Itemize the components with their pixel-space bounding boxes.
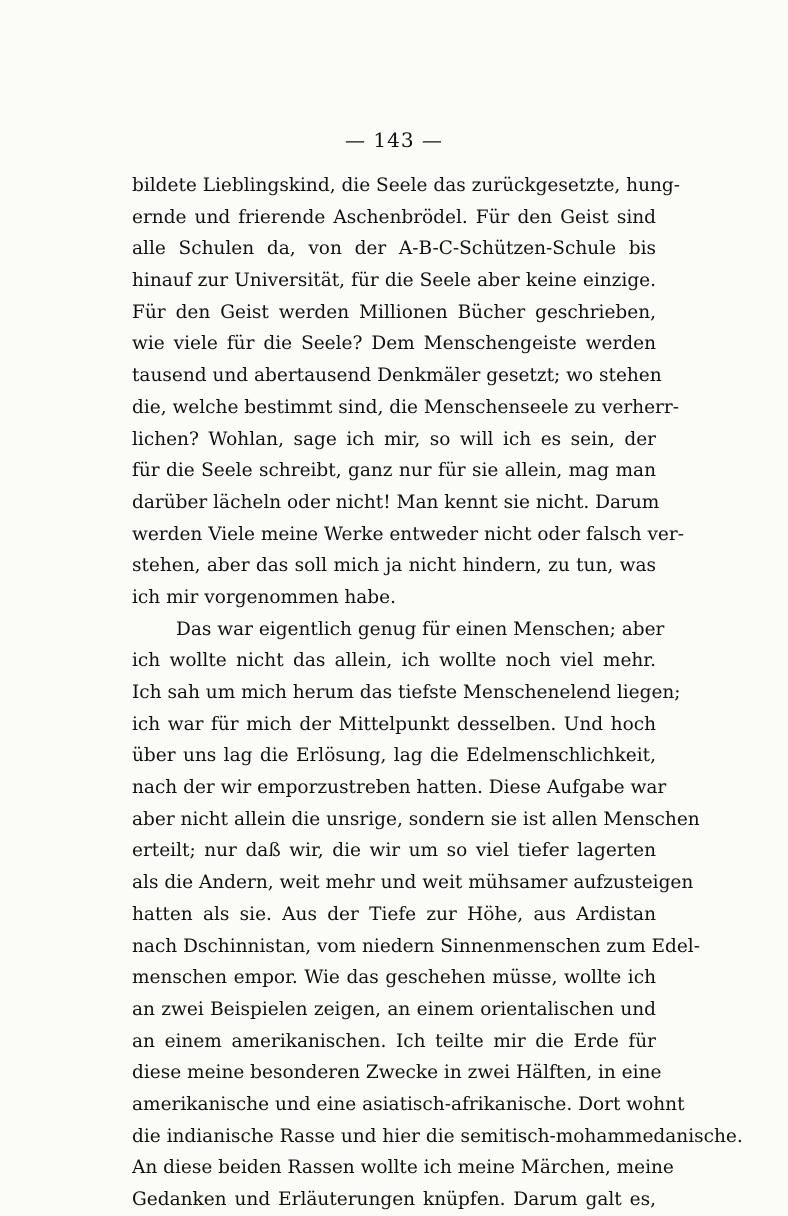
text-line: ich war für mich der Mittelpunkt desselben. Und hoch <box>132 713 656 735</box>
text-line: die, welche bestimmt sind, die Menschenseele zu verherr- <box>132 396 679 418</box>
text-line: hinauf zur Universität, für die Seele aber keine einzige. <box>132 270 656 292</box>
text-line: tausend und abertausend Denkmäler gesetzt; wo stehen <box>132 365 662 387</box>
text-line: darüber lächeln oder nicht! Man kennt sie nicht. Darum <box>132 491 660 513</box>
text-line: für die Seele schreibt, ganz nur für sie allein, mag man <box>132 460 656 482</box>
text-line: als die Andern, weit mehr und weit mühsamer aufzusteigen <box>132 872 694 894</box>
text-line: Für den Geist werden Millionen Bücher geschrieben, <box>132 301 656 323</box>
text-line: An diese beiden Rassen wollte ich meine Märchen, meine <box>132 1157 674 1179</box>
page-number: — 143 — <box>345 128 443 152</box>
text-line: menschen empor. Wie das geschehen müsse, wollte ich <box>132 967 656 989</box>
text-line: stehen, aber das soll mich ja nicht hindern, zu tun, was <box>132 555 656 577</box>
text-line: werden Viele meine Werke entweder nicht oder falsch ver- <box>132 523 684 545</box>
paragraph-end-line: ich mir vorgenommen habe. <box>132 586 396 608</box>
body-text <box>132 170 743 1216</box>
text-line: aber nicht allein die unsrige, sondern sie ist allen Menschen <box>132 808 700 830</box>
text-line: ernde und frierende Aschenbrödel. Für den Geist sind <box>132 206 656 228</box>
text-line: Gedanken und Erläuterungen knüpfen. Darum galt es, <box>132 1189 656 1210</box>
text-line: über uns lag die Erlösung, lag die Edelmenschlichkeit, <box>132 745 656 767</box>
text-line: bildete Lieblingskind, die Seele das zurückgesetzte, hung- <box>132 175 680 196</box>
text-line: ich wollte nicht das allein, ich wollte noch viel mehr. <box>132 650 656 672</box>
text-line: Ich sah um mich herum das tiefste Menschenelend liegen; <box>132 682 681 703</box>
text-line: alle Schulen da, von der A-B-C-Schützen-Schule bis <box>132 238 656 260</box>
text-line: hatten als sie. Aus der Tiefe zur Höhe, aus Ardistan <box>132 903 656 925</box>
text-line: nach der wir emporzustreben hatten. Diese Aufgabe war <box>132 777 667 799</box>
text-line: die indianische Rasse und hier die semitisch-mohammedanische. <box>132 1125 743 1147</box>
text-line: an einem amerikanischen. Ich teilte mir die Erde für <box>132 1030 656 1052</box>
text-line: nach Dschinnistan, vom niedern Sinnenmenschen zum Edel- <box>132 935 700 957</box>
text-line: an zwei Beispielen zeigen, an einem orientalischen und <box>132 998 656 1020</box>
text-line: lichen? Wohlan, sage ich mir, so will ich es sein, der <box>132 428 656 450</box>
text-line: wie viele für die Seele? Dem Menschengeiste werden <box>132 333 656 355</box>
paragraph-start-line: Das war eigentlich genug für einen Menschen; aber <box>176 618 665 640</box>
text-line: erteilt; nur daß wir, die wir um so viel tiefer lagerten <box>132 840 656 862</box>
text-line: diese meine besonderen Zwecke in zwei Hälften, in eine <box>132 1062 662 1084</box>
text-line: amerikanische und eine asiatisch-afrikanische. Dort wohnt <box>132 1093 685 1115</box>
